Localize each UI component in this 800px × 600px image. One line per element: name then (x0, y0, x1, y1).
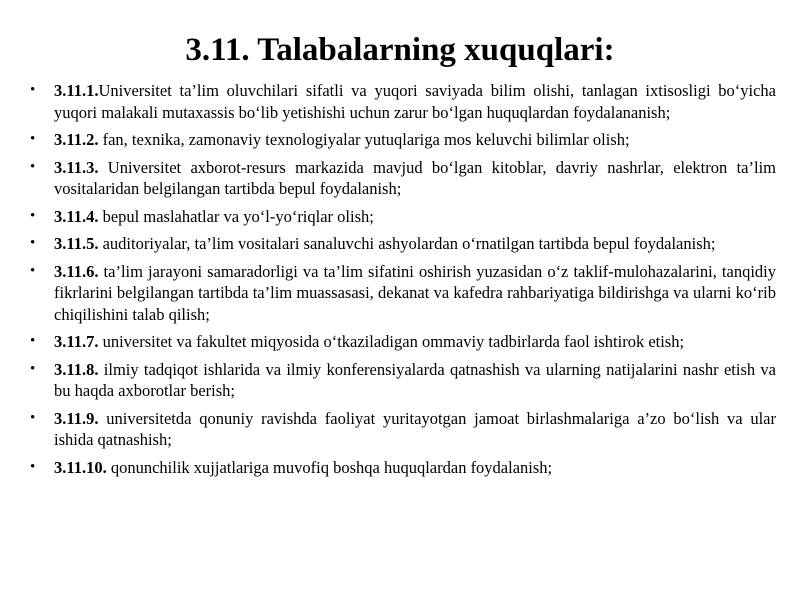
bullet-icon: • (30, 262, 36, 279)
item-text: bepul maslahatlar va yo‘l-yo‘riqlar olish; (98, 206, 374, 226)
list-item (28, 359, 776, 402)
item-text: ta’lim jarayoni samaradorligi va ta’lim sifatini oshirish yuzasidan o‘z taklif-mulohazalarini, tanqidiy fikrlarini belgilangan tartibda ta’lim muassasasi, dekanat va kafedra rahbariyatiga bildirishga va ularni ko‘rib chiqilishini talab qilish; (54, 261, 776, 324)
item-number: 3.11.6. (54, 261, 99, 281)
item-text: Universitet ta’lim oluvchilari sifatli va yuqori saviyada bilim olishi, tanlagan ixtisosligi bo‘yicha yuqori malakali mutaxassis bo‘lib yetishishi uchun zarur bo‘lgan huquqlardan foydalananish; (54, 81, 776, 122)
item-text: universitet va fakultet miqyosida o‘tkaziladigan ommaviy tadbirlarda faol ishtirok etish; (98, 332, 685, 351)
list-item (28, 261, 776, 326)
item-text: qonunchilik xujjatlariga muvofiq boshqa huquqlardan foydalanish; (106, 457, 553, 477)
bullet-icon: • (30, 235, 36, 251)
item-number: 3.11.5. (54, 234, 99, 253)
slide-title: 3.11. Talabalarning xuquqlari: (185, 32, 615, 68)
bullet-icon: • (30, 333, 36, 349)
bullet-icon: • (30, 360, 36, 377)
item-text: fan, texnika, zamonaviy texnologiyalar yutuqlariga mos keluvchi bilimlar olish; (98, 130, 630, 149)
item-number: 3.11.9. (54, 408, 99, 428)
bullet-icon: • (30, 131, 36, 147)
list-item (28, 457, 776, 479)
list-item (28, 80, 776, 123)
item-number: 3.11.3. (54, 157, 99, 177)
list-item (28, 206, 776, 228)
bullet-icon: • (30, 458, 36, 475)
bullet-icon: • (30, 158, 36, 175)
item-number: 3.11.8. (54, 359, 99, 379)
item-number: 3.11.4. (54, 206, 99, 226)
item-text: ilmiy tadqiqot ishlarida va ilmiy konferensiyalarda qatnashish va ularning natijalarini nashr etish va bu haqda axborotlar berish; (54, 359, 776, 400)
rights-list (28, 80, 776, 484)
bullet-icon: • (30, 82, 36, 98)
item-text: auditoriyalar, ta’lim vositalari sanaluvchi ashyolardan o‘rnatilgan tartibda bepul foydalanish; (98, 234, 716, 253)
item-number: 3.11.10. (54, 457, 107, 477)
bullet-icon: • (30, 207, 36, 224)
item-number: 3.11.1. (54, 81, 99, 100)
list-item (28, 157, 776, 200)
item-number: 3.11.2. (54, 130, 99, 149)
list-item (28, 129, 776, 151)
item-number: 3.11.7. (54, 332, 99, 351)
list-item (28, 408, 776, 451)
item-text: Universitet axborot-resurs markazida mavjud bo‘lgan kitoblar, davriy nashrlar, elektron ta’lim vositalaridan belgilangan tartibda bepul foydalanish; (54, 157, 776, 198)
bullet-icon: • (30, 409, 36, 426)
item-text: universitetda qonuniy ravishda faoliyat yuritayotgan jamoat birlashmalariga a’zo bo‘lish va ular ishida qatnashish; (54, 408, 776, 449)
list-item (28, 233, 776, 255)
list-item (28, 331, 776, 353)
